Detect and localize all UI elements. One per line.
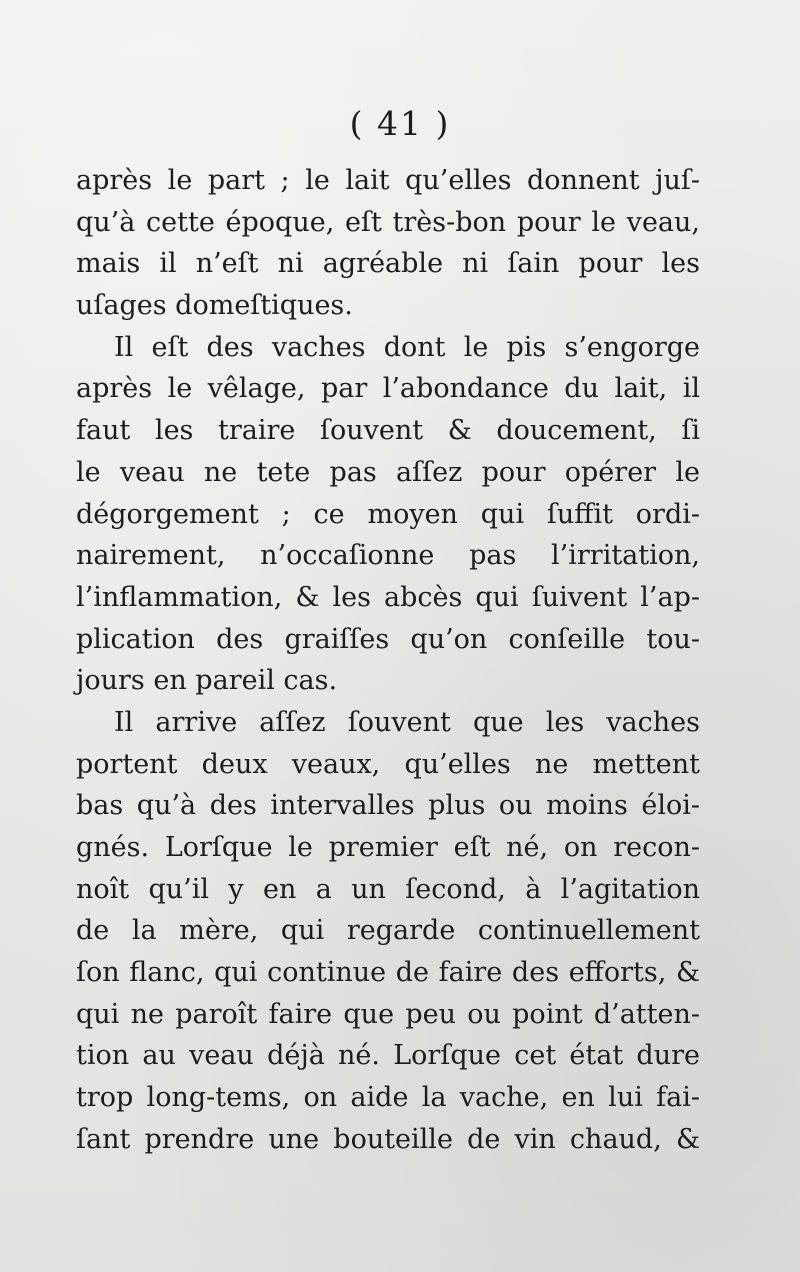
text-line: dégorgement ; ce moyen qui ſuffit ordi- [76, 498, 700, 530]
text-line: gnés. Lorſque le premier eſt né, on recon- [76, 832, 700, 863]
paragraph-start-line: Il eſt des vaches dont le pis s’engorge [114, 331, 700, 363]
body-text [76, 160, 700, 1161]
text-line: qui ne paroît faire que peu ou point d’atten- [76, 998, 700, 1030]
text-line: après le vêlage, par l’abondance du lait, il [76, 373, 700, 405]
text-line: mais il n’eſt ni agréable ni ſain pour les [76, 248, 700, 280]
text-line: plication des graiſſes qu’on conſeille tou- [76, 623, 700, 655]
text-line: l’inflammation, & les abcès qui ſuivent l’ap- [76, 581, 700, 613]
text-line: nairement, n’occaſionne pas l’irritation, [76, 540, 700, 572]
text-line: jours en pareil cas. [76, 665, 338, 697]
paragraph-start-line: Il arrive aſſez ſouvent que les vaches [114, 706, 700, 738]
text-line: ſant prendre une bouteille de vin chaud, & [76, 1123, 700, 1155]
text-line: trop long-tems, on aide la vache, en lui fai- [76, 1082, 700, 1114]
text-line: qu’à cette époque, eſt très-bon pour le veau, [76, 206, 700, 238]
page-number: ( 41 ) [349, 104, 451, 143]
text-line: faut les traire ſouvent & doucement, ſi [76, 415, 700, 447]
text-line: tion au veau déjà né. Lorſque cet état dure [76, 1040, 700, 1072]
text-line: ſon flanc, qui continue de faire des efforts, & [76, 957, 700, 989]
text-line: uſages domeſtiques. [76, 290, 353, 322]
text-line: le veau ne tete pas aſſez pour opérer le [76, 456, 700, 488]
text-line: de la mère, qui regarde continuellement [76, 915, 700, 947]
text-line: portent deux veaux, qu’elles ne mettent [76, 748, 700, 780]
text-line: après le part ; le lait qu’elles donnent juſ- [76, 165, 700, 196]
text-line: noît qu’il y en a un ſecond, à l’agitation [76, 873, 700, 905]
text-line: bas qu’à des intervalles plus ou moins éloi- [76, 790, 700, 822]
